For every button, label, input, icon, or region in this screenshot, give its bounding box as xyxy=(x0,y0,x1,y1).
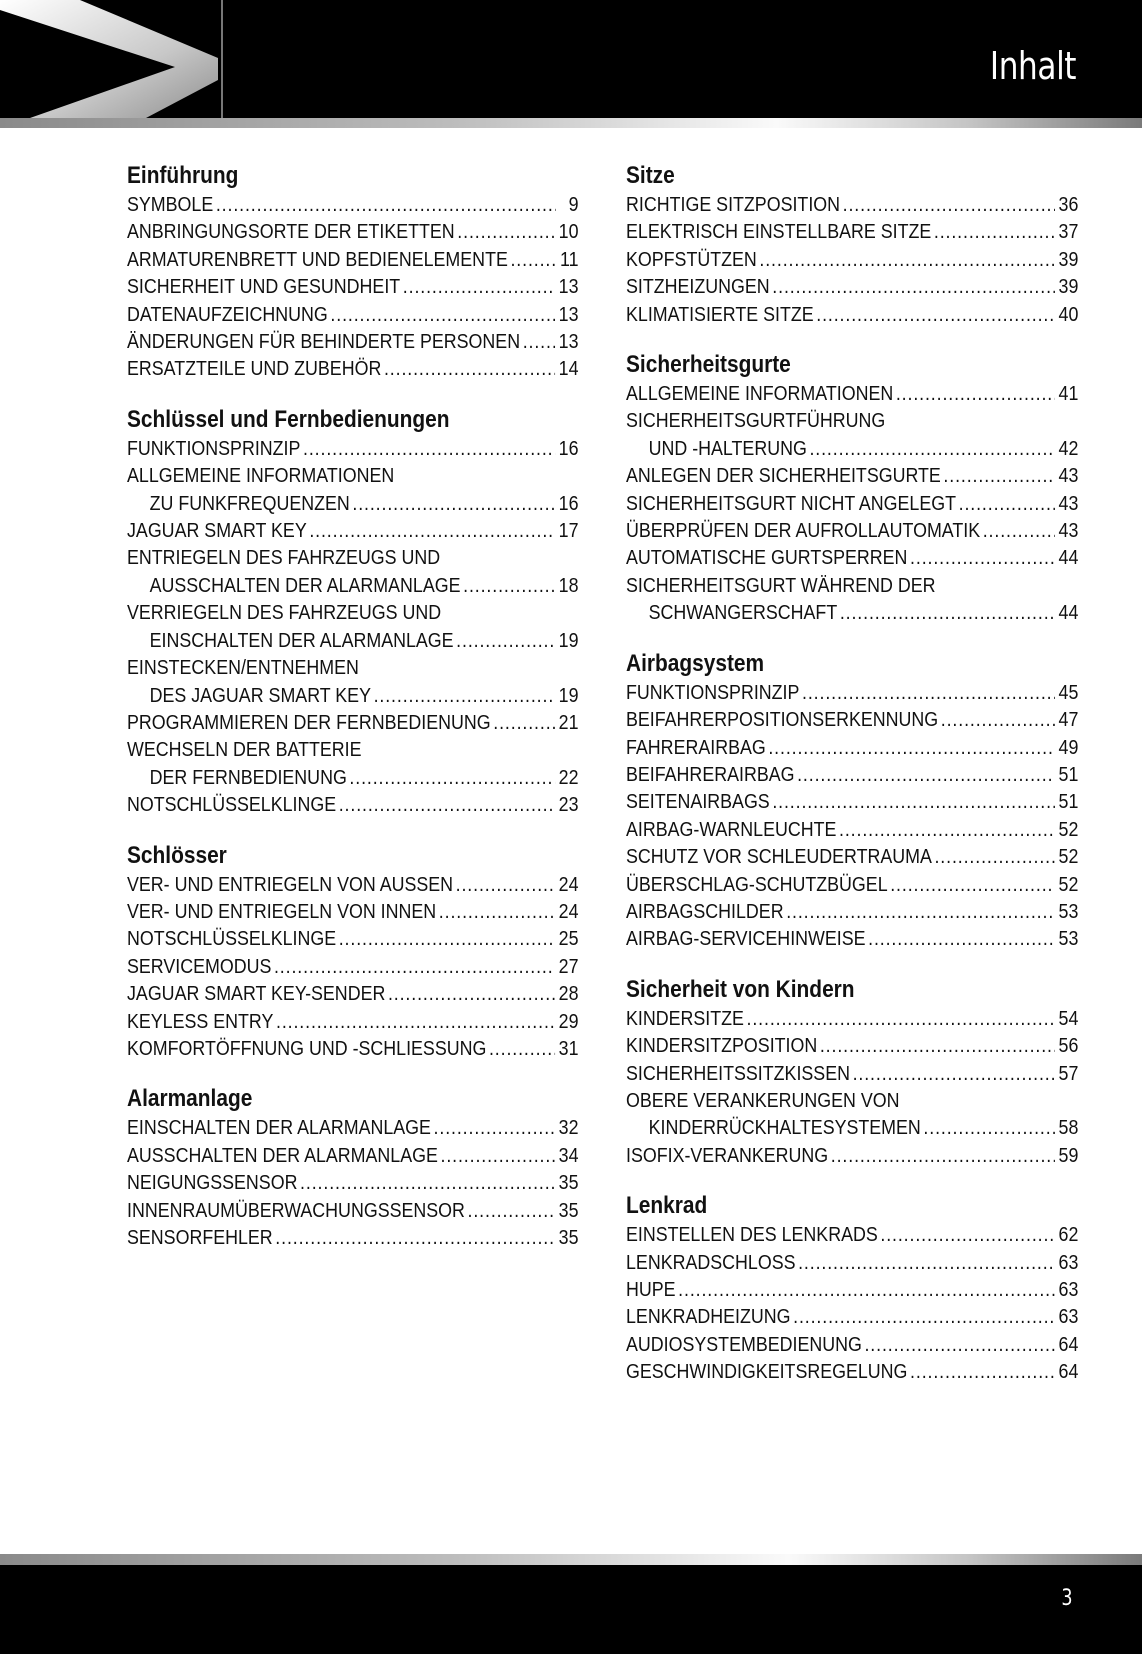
toc-entry[interactable] xyxy=(127,709,579,736)
dot-leader xyxy=(840,599,1055,626)
toc-page-number: 19 xyxy=(558,683,579,707)
toc-entry-title: FUNKTIONSPRINZIP xyxy=(127,436,301,460)
toc-entry-title: VER- UND ENTRIEGELN VON AUSSEN xyxy=(127,872,454,896)
section-heading: Einführung xyxy=(127,162,239,189)
toc-page-number: 52 xyxy=(1058,845,1079,869)
toc-entry-line[interactable] xyxy=(127,462,579,489)
dot-leader xyxy=(216,191,556,218)
toc-entry-continuation: DER FERNBEDIENUNG xyxy=(149,765,347,789)
toc-entry-title: ARMATURENBRETT UND BEDIENELEMENTE xyxy=(127,247,508,271)
toc-section xyxy=(127,160,579,383)
dot-leader xyxy=(864,1331,1055,1358)
section-heading: Sicherheit von Kindern xyxy=(626,975,855,1003)
toc-page-number: 16 xyxy=(558,436,579,460)
toc-entry-title: KOMFORTÖFFNUNG UND -SCHLIESSUNG xyxy=(127,1036,487,1060)
toc-entry[interactable] xyxy=(127,328,579,355)
toc-entry-title: NOTSCHLÜSSELKLINGE xyxy=(127,793,337,817)
toc-entry-title: BEIFAHRERPOSITIONSERKENNUNG xyxy=(626,708,939,732)
dot-leader xyxy=(983,517,1055,544)
toc-entry-title: AUSSCHALTEN DER ALARMANLAGE xyxy=(127,1143,438,1167)
toc-page-number: 18 xyxy=(558,573,579,597)
toc-entry-title: OBERE VERANKERUNGEN VON xyxy=(626,1088,900,1112)
dot-leader xyxy=(934,218,1055,245)
toc-entry-title: ÄNDERUNGEN FÜR BEHINDERTE PERSONEN xyxy=(127,330,521,354)
dot-leader xyxy=(786,898,1055,925)
toc-entry[interactable] xyxy=(626,871,1078,898)
dot-leader xyxy=(489,1035,555,1062)
toc-page-number: 28 xyxy=(558,982,579,1006)
toc-entry[interactable] xyxy=(626,273,1078,300)
section-heading: Schlüssel und Fernbedienungen xyxy=(127,405,450,433)
toc-entry-title: KINDERSITZE xyxy=(626,1006,744,1030)
dot-leader xyxy=(820,1032,1055,1059)
toc-entry[interactable] xyxy=(626,898,1078,925)
toc-entry-title: LENKRADHEIZUNG xyxy=(626,1305,791,1329)
dot-leader xyxy=(798,1249,1055,1276)
toc-page-number: 16 xyxy=(558,491,579,515)
toc-page-number: 44 xyxy=(1058,601,1079,625)
chevron-logo-icon xyxy=(0,0,224,118)
dot-leader xyxy=(843,191,1055,218)
toc-entry-title: PROGRAMMIEREN DER FERNBEDIENUNG xyxy=(127,710,491,734)
dot-leader xyxy=(797,761,1055,788)
toc-entry[interactable] xyxy=(127,1224,579,1251)
toc-page-number: 53 xyxy=(1058,899,1079,923)
toc-page-number: 53 xyxy=(1058,927,1079,951)
toc-entry[interactable] xyxy=(626,1114,1078,1141)
dot-leader xyxy=(759,246,1055,273)
toc-entry-title: EINSCHALTEN DER ALARMANLAGE xyxy=(127,1116,431,1140)
toc-entry-title: AUDIOSYSTEMBEDIENUNG xyxy=(626,1332,862,1356)
toc-section xyxy=(626,648,1078,953)
dot-leader xyxy=(352,490,555,517)
toc-column-right xyxy=(626,160,1078,1386)
toc-entry-continuation: EINSCHALTEN DER ALARMANLAGE xyxy=(149,628,454,652)
dot-leader xyxy=(910,1358,1055,1385)
toc-entry[interactable] xyxy=(127,191,579,218)
toc-page-number: 44 xyxy=(1058,546,1079,570)
toc-page-number: 63 xyxy=(1058,1278,1079,1301)
toc-entry[interactable] xyxy=(127,1035,579,1062)
toc-page-number: 56 xyxy=(1058,1034,1079,1058)
dot-leader xyxy=(831,1142,1055,1169)
toc-entry[interactable] xyxy=(626,1303,1078,1330)
toc-entry[interactable] xyxy=(626,816,1078,843)
toc-page-number: 43 xyxy=(1058,491,1079,515)
dot-leader xyxy=(678,1276,1055,1303)
toc-entry-title: FAHRERAIRBAG xyxy=(626,735,766,759)
section-heading: Lenkrad xyxy=(626,1192,708,1220)
toc-entry-title: EINSTELLEN DES LENKRADS xyxy=(626,1223,878,1247)
toc-entry[interactable] xyxy=(626,1221,1078,1248)
toc-entry-title: GESCHWINDIGKEITSREGELUNG xyxy=(626,1360,908,1384)
toc-entry-title: JAGUAR SMART KEY-SENDER xyxy=(127,982,386,1006)
header-divider xyxy=(221,0,223,118)
toc-entry-title: SICHERHEITSGURT NICHT ANGELEGT xyxy=(626,491,957,515)
toc-entry-title: ALLGEMEINE INFORMATIONEN xyxy=(127,464,395,488)
dot-leader xyxy=(468,1197,556,1224)
dot-leader xyxy=(923,1114,1055,1141)
toc-entry-title: JAGUAR SMART KEY xyxy=(127,519,307,543)
dot-leader xyxy=(934,843,1055,870)
toc-page-number: 19 xyxy=(558,628,579,652)
toc-entry-title: VER- UND ENTRIEGELN VON INNEN xyxy=(127,899,437,923)
toc-entry[interactable] xyxy=(127,898,579,925)
header-bar xyxy=(0,0,1142,118)
toc-entry[interactable] xyxy=(626,191,1078,218)
toc-entry[interactable] xyxy=(127,218,579,245)
dot-leader xyxy=(457,218,555,245)
toc-entry-title: ERSATZTEILE UND ZUBEHÖR xyxy=(127,357,382,381)
toc-page-number: 32 xyxy=(558,1116,579,1140)
page-number: 3 xyxy=(1061,1586,1073,1611)
toc-entry[interactable] xyxy=(127,1008,579,1035)
toc-entry[interactable] xyxy=(626,218,1078,245)
toc-entry-title: SICHERHEITSGURTFÜHRUNG xyxy=(626,409,886,433)
toc-entry-title: ENTRIEGELN DES FAHRZEUGS UND xyxy=(127,546,441,570)
toc-entry-title: SICHERHEIT UND GESUNDHEIT xyxy=(127,275,401,299)
toc-page-number: 35 xyxy=(558,1171,579,1195)
dot-leader xyxy=(388,980,555,1007)
toc-entry[interactable] xyxy=(626,761,1078,788)
dot-leader xyxy=(276,1008,555,1035)
toc-entry-title: KOPFSTÜTZEN xyxy=(626,247,757,271)
toc-entry[interactable] xyxy=(127,980,579,1007)
toc-entry-title: SEITENAIRBAGS xyxy=(626,790,770,814)
footer-bar xyxy=(0,1565,1142,1654)
toc-entry-title: KEYLESS ENTRY xyxy=(127,1009,274,1033)
toc-entry-title: HUPE xyxy=(626,1278,676,1301)
toc-entry[interactable] xyxy=(626,679,1078,706)
toc-entry[interactable] xyxy=(127,435,579,462)
toc-entry-title: AIRBAGSCHILDER xyxy=(626,899,784,923)
dot-leader xyxy=(910,544,1055,571)
dot-leader xyxy=(880,1221,1055,1248)
toc-entry-line[interactable] xyxy=(127,654,579,681)
dot-leader xyxy=(802,679,1055,706)
dot-leader xyxy=(434,1114,556,1141)
toc-entry[interactable] xyxy=(127,246,579,273)
toc-page-number: 49 xyxy=(1058,735,1079,759)
toc-entry-line[interactable] xyxy=(127,736,579,763)
toc-page-number: 39 xyxy=(1058,247,1079,271)
toc-entry-title: AIRBAG-WARNLEUCHTE xyxy=(626,817,837,841)
toc-column-left xyxy=(127,160,579,1251)
dot-leader xyxy=(493,709,555,736)
toc-page-number: 63 xyxy=(1058,1305,1079,1329)
section-heading: Alarmanlage xyxy=(127,1085,253,1113)
toc-page-number: 36 xyxy=(1058,193,1079,216)
toc-entry[interactable] xyxy=(626,1142,1078,1169)
toc-page-number: 42 xyxy=(1058,436,1079,460)
toc-section xyxy=(127,1083,579,1251)
toc-entry[interactable] xyxy=(626,246,1078,273)
toc-entry-continuation: AUSSCHALTEN DER ALARMANLAGE xyxy=(149,573,461,597)
section-heading: Sicherheitsgurte xyxy=(626,351,791,379)
toc-page-number: 24 xyxy=(558,899,579,923)
toc-page-number: 47 xyxy=(1058,708,1079,732)
toc-entry-title: ÜBERSCHLAG-SCHUTZBÜGEL xyxy=(626,872,888,896)
toc-page-number: 17 xyxy=(558,519,579,543)
toc-page-number: 25 xyxy=(558,927,579,951)
toc-entry[interactable] xyxy=(127,1114,579,1141)
header-silver-band xyxy=(0,118,1142,128)
dot-leader xyxy=(349,764,555,791)
dot-leader xyxy=(768,734,1055,761)
toc-entry[interactable] xyxy=(127,953,579,980)
toc-page-number: 59 xyxy=(1058,1143,1079,1167)
page-title: Inhalt xyxy=(989,44,1076,88)
toc-entry-title: SERVICEMODUS xyxy=(127,954,272,978)
toc-page-number: 64 xyxy=(1058,1332,1079,1356)
toc-page-number: 40 xyxy=(1058,302,1079,326)
section-heading: Sitze xyxy=(626,162,675,189)
toc-page-number: 27 xyxy=(558,954,579,978)
toc-page-number: 34 xyxy=(558,1143,579,1167)
dot-leader xyxy=(793,1303,1055,1330)
dot-leader xyxy=(772,788,1055,815)
toc-page-number: 29 xyxy=(558,1009,579,1033)
toc-page-number: 10 xyxy=(558,220,579,244)
toc-entry[interactable] xyxy=(626,517,1078,544)
toc-entry-title: VERRIEGELN DES FAHRZEUGS UND xyxy=(127,601,442,625)
toc-entry-title: BEIFAHRERAIRBAG xyxy=(626,762,795,786)
toc-entry-title: DATENAUFZEICHNUNG xyxy=(127,302,328,326)
toc-entry-title: NOTSCHLÜSSELKLINGE xyxy=(127,927,337,951)
dot-leader xyxy=(330,301,555,328)
toc-entry[interactable] xyxy=(626,462,1078,489)
toc-entry-line[interactable] xyxy=(626,572,1078,599)
toc-entry-title: NEIGUNGSSENSOR xyxy=(127,1171,298,1195)
toc-entry-line[interactable] xyxy=(626,407,1078,434)
toc-entry[interactable] xyxy=(626,1249,1078,1276)
toc-entry-continuation: KINDERRÜCKHALTESYSTEMEN xyxy=(648,1116,921,1140)
toc-entry-title: ANBRINGUNGSORTE DER ETIKETTEN xyxy=(127,220,455,244)
toc-entry[interactable] xyxy=(127,791,579,818)
toc-page-number: 24 xyxy=(558,872,579,896)
toc-page-number: 54 xyxy=(1058,1006,1079,1030)
dot-leader xyxy=(303,435,555,462)
toc-entry-title: WECHSELN DER BATTERIE xyxy=(127,738,362,762)
toc-page-number: 35 xyxy=(558,1226,579,1249)
section-heading: Schlösser xyxy=(127,841,227,869)
dot-leader xyxy=(309,517,555,544)
toc-entry-title: ELEKTRISCH EINSTELLBARE SITZE xyxy=(626,220,932,244)
dot-leader xyxy=(384,355,555,382)
toc-entry-title: RICHTIGE SITZPOSITION xyxy=(626,193,841,216)
toc-entry-title: FUNKTIONSPRINZIP xyxy=(626,680,800,704)
toc-entry[interactable] xyxy=(127,925,579,952)
toc-entry-title: KINDERSITZPOSITION xyxy=(626,1034,818,1058)
toc-page-number: 62 xyxy=(1058,1223,1079,1247)
toc-entry[interactable] xyxy=(626,734,1078,761)
dot-leader xyxy=(853,1060,1055,1087)
toc-entry[interactable] xyxy=(626,925,1078,952)
toc-entry[interactable] xyxy=(626,1032,1078,1059)
toc-page-number: 11 xyxy=(560,247,579,271)
section-heading: Airbagsystem xyxy=(626,649,765,677)
toc-entry-title: INNENRAUMÜBERWACHUNGSSENSOR xyxy=(127,1198,465,1222)
toc-page-number: 51 xyxy=(1058,790,1079,814)
toc-entry[interactable] xyxy=(127,517,579,544)
dot-leader xyxy=(339,791,555,818)
toc-page-number: 22 xyxy=(558,765,579,789)
dot-leader xyxy=(839,816,1055,843)
dot-leader xyxy=(463,572,555,599)
toc-entry[interactable] xyxy=(626,843,1078,870)
toc-page-number: 37 xyxy=(1058,220,1079,244)
toc-entry[interactable] xyxy=(127,490,579,517)
dot-leader xyxy=(374,682,556,709)
toc-page-number: 31 xyxy=(558,1036,579,1060)
toc-entry[interactable] xyxy=(626,706,1078,733)
toc-entry-title: ÜBERPRÜFEN DER AUFROLLAUTOMATIK xyxy=(626,519,981,543)
toc-entry[interactable] xyxy=(626,380,1078,407)
toc-page-number: 13 xyxy=(558,275,579,299)
dot-leader xyxy=(339,925,555,952)
toc-entry-title: KLIMATISIERTE SITZE xyxy=(626,302,814,326)
toc-entry[interactable] xyxy=(626,544,1078,571)
toc-entry-title: AUTOMATISCHE GURTSPERREN xyxy=(626,546,908,570)
toc-entry[interactable] xyxy=(127,355,579,382)
dot-leader xyxy=(456,871,556,898)
toc-page-number: 21 xyxy=(558,710,579,734)
toc-section xyxy=(626,1190,1078,1385)
dot-leader xyxy=(456,627,555,654)
toc-entry-line[interactable] xyxy=(626,1087,1078,1114)
toc-section xyxy=(626,349,1078,627)
toc-section xyxy=(127,840,579,1063)
toc-entry-continuation: ZU FUNKFREQUENZEN xyxy=(149,491,350,515)
toc-entry-title: SENSORFEHLER xyxy=(127,1226,273,1249)
toc-page-number: 43 xyxy=(1058,464,1079,488)
dot-leader xyxy=(890,871,1055,898)
toc-page-number: 9 xyxy=(568,193,579,216)
toc-page-number: 13 xyxy=(558,330,579,354)
toc-entry-title: ALLGEMEINE INFORMATIONEN xyxy=(626,382,894,406)
toc-section xyxy=(626,974,1078,1169)
dot-leader xyxy=(816,301,1055,328)
toc-entry-title: ANLEGEN DER SICHERHEITSGURTE xyxy=(626,464,941,488)
dot-leader xyxy=(275,1224,555,1251)
toc-entry-title: SITZHEIZUNGEN xyxy=(626,275,770,299)
toc-entry-title: SCHUTZ VOR SCHLEUDERTRAUMA xyxy=(626,845,932,869)
toc-entry[interactable] xyxy=(127,682,579,709)
toc-entry-line[interactable] xyxy=(127,544,579,571)
toc-entry[interactable] xyxy=(626,1358,1078,1385)
toc-entry[interactable] xyxy=(626,301,1078,328)
toc-entry-title: EINSTECKEN/ENTNEHMEN xyxy=(127,656,359,680)
toc-page-number: 64 xyxy=(1058,1360,1079,1384)
dot-leader xyxy=(523,328,556,355)
dot-leader xyxy=(943,462,1055,489)
footer-silver-band xyxy=(0,1554,1142,1565)
toc-page-number: 39 xyxy=(1058,275,1079,299)
toc-entry[interactable] xyxy=(626,599,1078,626)
toc-page-number: 35 xyxy=(558,1198,579,1222)
toc-entry[interactable] xyxy=(626,1331,1078,1358)
toc-page-number: 58 xyxy=(1058,1116,1079,1140)
toc-page-number: 13 xyxy=(558,302,579,326)
toc-entry-continuation: SCHWANGERSCHAFT xyxy=(648,601,838,625)
toc-entry[interactable] xyxy=(626,1005,1078,1032)
toc-entry[interactable] xyxy=(626,1060,1078,1087)
toc-entry[interactable] xyxy=(127,1169,579,1196)
dot-leader xyxy=(868,925,1055,952)
toc-entry[interactable] xyxy=(626,490,1078,517)
dot-leader xyxy=(510,246,555,273)
toc-entry[interactable] xyxy=(127,627,579,654)
toc-entry[interactable] xyxy=(127,764,579,791)
toc-entry-title: AIRBAG-SERVICEHINWEISE xyxy=(626,927,866,951)
toc-entry[interactable] xyxy=(626,435,1078,462)
dot-leader xyxy=(747,1005,1056,1032)
toc-entry[interactable] xyxy=(127,572,579,599)
toc-entry[interactable] xyxy=(626,788,1078,815)
dot-leader xyxy=(274,953,555,980)
dot-leader xyxy=(403,273,555,300)
toc-page-number: 52 xyxy=(1058,872,1079,896)
toc-entry-title: SICHERHEITSSITZKISSEN xyxy=(626,1061,850,1085)
toc-entry[interactable] xyxy=(127,871,579,898)
toc-entry[interactable] xyxy=(127,273,579,300)
toc-entry-title: LENKRADSCHLOSS xyxy=(626,1250,796,1274)
dot-leader xyxy=(439,898,555,925)
dot-leader xyxy=(809,435,1055,462)
toc-entry-title: SICHERHEITSGURT WÄHREND DER xyxy=(626,573,936,597)
dot-leader xyxy=(300,1169,555,1196)
dot-leader xyxy=(959,490,1055,517)
toc-page-number: 52 xyxy=(1058,817,1079,841)
toc-page-number: 63 xyxy=(1058,1250,1079,1274)
toc-page-number: 14 xyxy=(558,357,579,381)
dot-leader xyxy=(440,1142,555,1169)
toc-entry-continuation: UND -HALTERUNG xyxy=(648,436,807,460)
toc-page-number: 57 xyxy=(1058,1061,1079,1085)
toc-entry[interactable] xyxy=(127,1142,579,1169)
toc-page-number: 23 xyxy=(558,793,579,817)
toc-section xyxy=(626,160,1078,328)
toc-page-number: 43 xyxy=(1058,519,1079,543)
toc-page-number: 51 xyxy=(1058,762,1079,786)
toc-entry[interactable] xyxy=(127,301,579,328)
dot-leader xyxy=(772,273,1055,300)
toc-entry-line[interactable] xyxy=(127,599,579,626)
toc-entry-title: SYMBOLE xyxy=(127,193,214,216)
toc-page-number: 45 xyxy=(1058,680,1079,704)
dot-leader xyxy=(896,380,1055,407)
toc-page-number: 41 xyxy=(1058,382,1079,406)
dot-leader xyxy=(941,706,1055,733)
toc-entry[interactable] xyxy=(127,1197,579,1224)
toc-entry-title: ISOFIX-VERANKERUNG xyxy=(626,1143,829,1167)
toc-section xyxy=(127,404,579,819)
toc-entry[interactable] xyxy=(626,1276,1078,1303)
toc-entry-continuation: DES JAGUAR SMART KEY xyxy=(149,683,371,707)
